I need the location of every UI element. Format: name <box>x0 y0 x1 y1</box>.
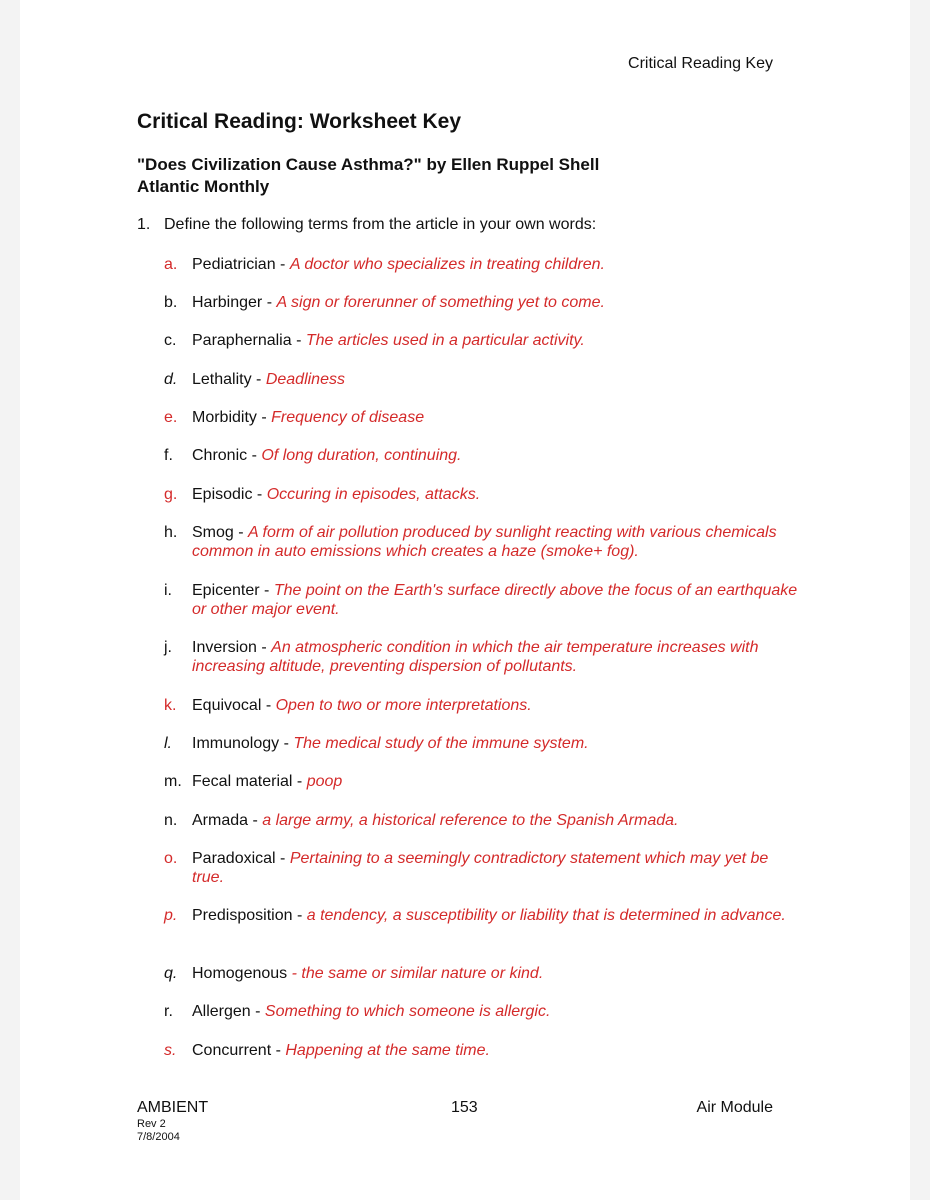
item-body <box>192 849 804 887</box>
item-letter: i. <box>164 582 172 599</box>
item-letter: n. <box>164 812 178 829</box>
item-letter: q. <box>164 965 178 982</box>
item-answer: The point on the Earth's surface directly above the focus of an earthquake or other major event. <box>192 582 798 618</box>
definition-item <box>164 1041 804 1060</box>
item-term: Smog - <box>192 524 249 541</box>
item-term: Epicenter - <box>192 582 274 599</box>
item-term: Episodic - <box>192 486 267 503</box>
definition-item <box>164 408 804 427</box>
item-answer: A form of air pollution produced by sunlight reacting with various chemicals common in auto emissions which creates a haze (smoke+ fog). <box>192 524 777 560</box>
item-answer: An atmospheric condition in which the air temperature increases with increasing altitude, preventing dispersion of pollutants. <box>192 639 759 675</box>
item-answer: A sign or forerunner of something yet to come. <box>276 294 605 311</box>
item-term: Morbidity - <box>192 409 272 426</box>
item-term: Harbinger - <box>192 294 277 311</box>
revision-label: Rev 2 <box>137 1118 166 1130</box>
item-body <box>192 638 804 676</box>
item-body <box>192 1041 804 1060</box>
page-number: 153 <box>451 1099 478 1116</box>
page-title: Critical Reading: Worksheet Key <box>137 110 462 133</box>
item-letter: f. <box>164 447 173 464</box>
definition-item <box>164 293 804 312</box>
item-letter: p. <box>164 907 178 924</box>
definition-item <box>164 638 804 676</box>
item-term: Chronic - <box>192 447 262 464</box>
item-term: Lethality - <box>192 371 266 388</box>
publication-line: Atlantic Monthly <box>137 177 270 196</box>
item-term: Paradoxical - <box>192 850 290 867</box>
item-answer: Pertaining to a seemingly contradictory statement which may yet be true. <box>192 850 769 886</box>
question-number: 1. <box>137 216 151 233</box>
item-answer: The articles used in a particular activity. <box>305 332 585 349</box>
definition-item <box>164 811 804 830</box>
item-letter: j. <box>164 639 172 656</box>
definition-item <box>164 523 804 561</box>
footer-left: AMBIENT <box>137 1099 209 1116</box>
item-answer: Frequency of disease <box>271 409 425 426</box>
item-letter: o. <box>164 850 178 867</box>
item-term: Allergen - <box>192 1003 265 1020</box>
item-letter: k. <box>164 697 177 714</box>
item-body <box>192 1002 804 1021</box>
item-body <box>192 331 804 350</box>
item-body <box>192 734 804 753</box>
definition-item <box>164 331 804 350</box>
item-term: Armada - <box>192 812 263 829</box>
article-title-line: "Does Civilization Cause Asthma?" by Ellen Ruppel Shell <box>137 155 600 174</box>
item-letter: h. <box>164 524 178 541</box>
item-body <box>192 772 804 791</box>
item-term: Immunology - <box>192 735 294 752</box>
item-letter: c. <box>164 332 177 349</box>
definition-item <box>164 485 804 504</box>
running-header: Critical Reading Key <box>628 55 773 72</box>
footer-right: Air Module <box>696 1099 773 1116</box>
item-body <box>192 293 804 312</box>
item-letter: g. <box>164 486 178 503</box>
item-answer: Open to two or more interpretations. <box>275 697 532 714</box>
item-term: Predisposition - <box>192 907 307 924</box>
item-body <box>192 485 804 504</box>
item-body <box>192 811 804 830</box>
item-letter: l. <box>164 735 172 752</box>
item-term: Equivocal - <box>192 697 276 714</box>
definition-item <box>164 255 804 274</box>
item-letter: s. <box>164 1042 177 1059</box>
item-body <box>192 255 804 274</box>
definition-item <box>164 446 804 465</box>
definition-item <box>164 906 804 925</box>
definition-item <box>164 581 804 619</box>
definition-item <box>164 772 804 791</box>
item-answer: a large army, a historical reference to the Spanish Armada. <box>262 812 679 829</box>
question-text: Define the following terms from the article in your own words: <box>164 216 597 233</box>
item-body <box>192 446 804 465</box>
definition-item <box>164 370 804 389</box>
item-letter: r. <box>164 1003 173 1020</box>
item-answer: Deadliness <box>265 371 345 388</box>
item-answer: The medical study of the immune system. <box>293 735 589 752</box>
definition-item <box>164 696 804 715</box>
revision-info <box>137 1118 180 1144</box>
revision-date: 7/8/2004 <box>137 1131 180 1143</box>
item-answer: A doctor who specializes in treating children. <box>289 256 605 273</box>
item-term: Homogenous <box>192 965 292 982</box>
item-letter: e. <box>164 409 178 426</box>
definition-item <box>164 734 804 753</box>
item-body <box>192 581 804 619</box>
item-body <box>192 370 804 389</box>
item-letter: m. <box>164 773 182 790</box>
item-body <box>192 964 804 983</box>
item-letter: a. <box>164 256 178 273</box>
item-body <box>192 523 804 561</box>
item-answer: Of long duration, continuing. <box>261 447 462 464</box>
document-page <box>20 0 910 1200</box>
item-letter: b. <box>164 294 178 311</box>
item-answer: - the same or similar nature or kind. <box>291 965 544 982</box>
item-answer: Happening at the same time. <box>285 1042 490 1059</box>
question-prompt <box>137 216 596 234</box>
item-answer: a tendency, a susceptibility or liability that is determined in advance. <box>306 907 786 924</box>
item-answer: Occuring in episodes, attacks. <box>266 486 481 503</box>
item-term: Inversion - <box>192 639 272 656</box>
definition-item <box>164 849 804 887</box>
item-term: Pediatrician - <box>192 256 290 273</box>
item-body <box>192 408 804 427</box>
item-answer: Something to which someone is allergic. <box>264 1003 551 1020</box>
definition-item <box>164 1002 804 1021</box>
item-body <box>192 906 804 925</box>
item-body <box>192 696 804 715</box>
article-subtitle <box>137 154 599 198</box>
definition-item <box>164 964 804 983</box>
item-term: Paraphernalia - <box>192 332 306 349</box>
item-term: Fecal material - <box>192 773 307 790</box>
item-letter: d. <box>164 371 178 388</box>
item-term: Concurrent - <box>192 1042 286 1059</box>
item-answer: poop <box>306 773 343 790</box>
